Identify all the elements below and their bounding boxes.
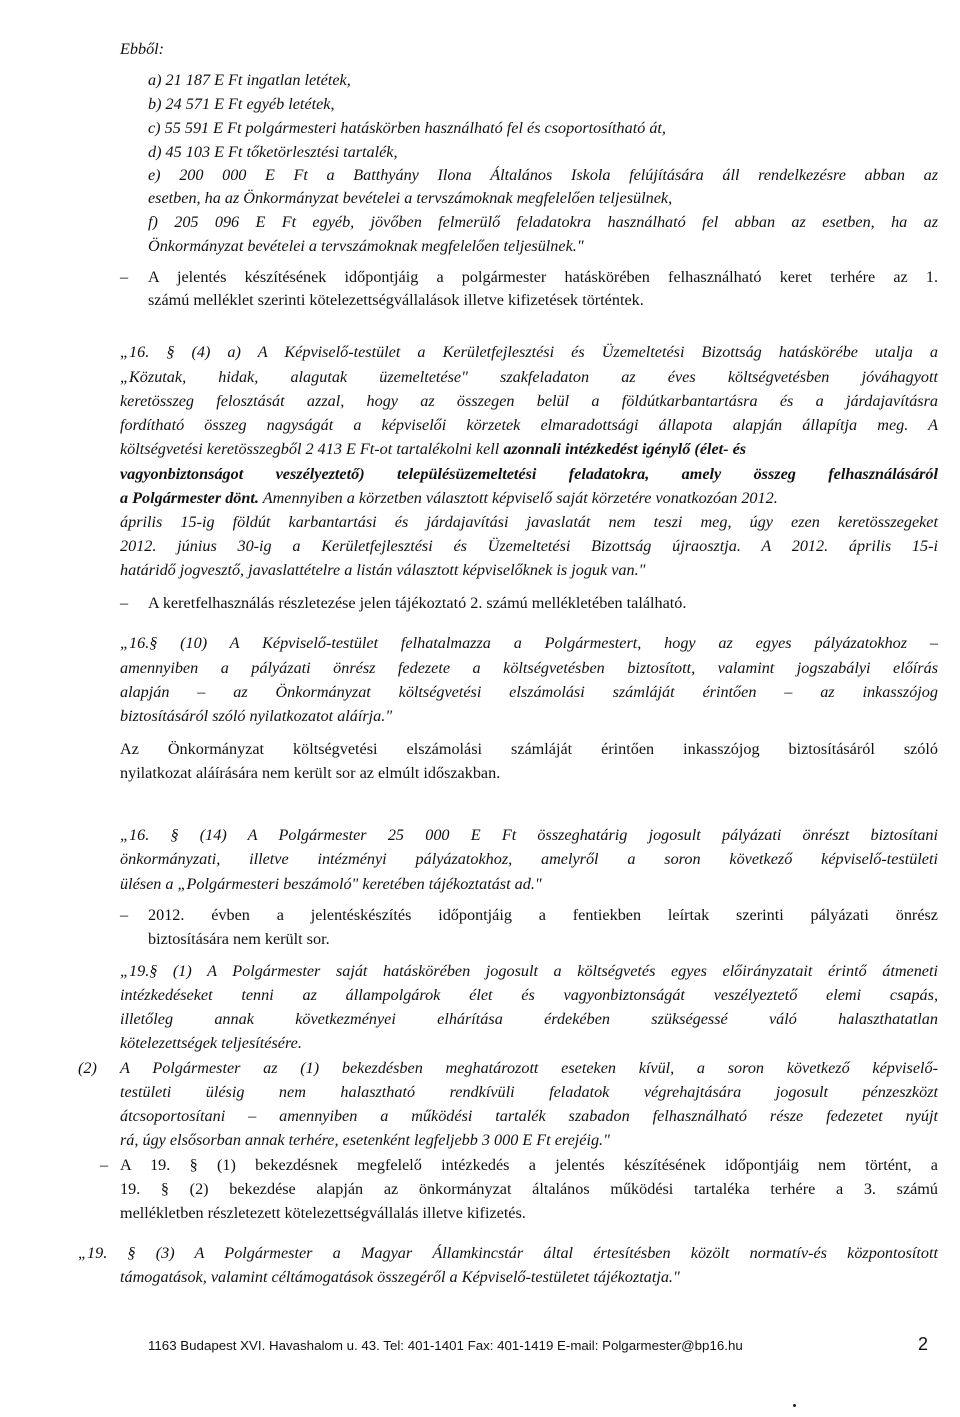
list-item-a: a) 21 187 E Ft ingatlan letétek, bbox=[148, 71, 351, 89]
para16-4-line10: határidő jogvesztő, javaslattételre a listán választott képviselőknek is joguk van." bbox=[120, 561, 646, 579]
para16-14-line3: ülésen a „Polgármesteri beszámoló" keretében tájékoztatást ad." bbox=[120, 875, 542, 893]
bullet3-line1: 2012. évben a jelentéskészítés időpontjáig a fentiekben leírtak szerinti pályázati önrész bbox=[148, 906, 938, 924]
para16-10-line3: alapján – az Önkormányzat költségvetési elszámolási számláját érintően – az inkasszójog bbox=[120, 683, 938, 701]
para16-4-line6: vagyonbiztonságot veszélyeztető) településüzemeltetési feladatokra, amely összeg felhasználásáról bbox=[120, 465, 938, 483]
para16-4-line7-text: Amennyiben a körzetben választott képviselő saját körzetére vonatkozóan 2012. bbox=[262, 489, 778, 507]
para19-1-line1: „19.§ (1) A Polgármester saját hatáskörében jogosult a költségvetés egyes előirányzatait érintő átmeneti bbox=[120, 962, 938, 980]
para19-3-line1: „19. § (3) A Polgármester a Magyar Államkincstár által értesítésben közölt normatív-és központosított bbox=[78, 1244, 938, 1262]
para19-2-line4: rá, úgy elsősorban annak terhére, esetenként legfeljebb 3 000 E Ft erejéig." bbox=[120, 1131, 610, 1149]
bullet-dash: – bbox=[100, 1156, 109, 1174]
para19-3-line2: támogatások, valamint céltámogatások összegéről a Képviselő-testületet tájékoztatja." bbox=[120, 1268, 680, 1286]
page-number: 2 bbox=[918, 1334, 929, 1354]
bullet1-line1: A jelentés készítésének időpontjáig a polgármester hatáskörében felhasználható keret terhére az 1. bbox=[148, 268, 938, 286]
para16-4-line7-bold: a Polgármester dönt. bbox=[120, 489, 259, 507]
para19-1-line2: intézkedéseket tenni az állampolgárok élet és vagyonbiztonságát veszélyeztető elemi csapás, bbox=[120, 986, 938, 1004]
para16-4-line9: 2012. június 30-ig a Kerületfejlesztési és Üzemeltetési Bizottság újraosztja. A 2012. április 15-i bbox=[120, 537, 938, 555]
list-item-f-line2: Önkormányzat bevételei a tervszámoknak megfelelően teljesülnek." bbox=[148, 237, 584, 255]
para16-10-line4: biztosításáról szóló nyilatkozatot aláírja." bbox=[120, 707, 393, 725]
para19-1-line4: kötelezettségek teljesítésére. bbox=[120, 1034, 302, 1052]
bullet4-line1: A 19. § (1) bekezdésnek megfelelő intézkedés a jelentés készítésének időpontjáig nem történt, a bbox=[120, 1156, 938, 1174]
para19-2-line1: A Polgármester az (1) bekezdésben meghatározott eseteken kívül, a soron következő képviselő- bbox=[120, 1059, 938, 1077]
heading: Ebből: bbox=[120, 40, 165, 58]
note16-10-line2: nyilatkozat aláírására nem került sor az elmúlt időszakban. bbox=[120, 764, 501, 782]
bullet2-text: A keretfelhasználás részletezése jelen tájékoztató 2. számú mellékletében található. bbox=[148, 594, 687, 612]
list-item-f-line1: f) 205 096 E Ft egyéb, jövőben felmerülő feladatokra használható fel abban az esetben, ha az bbox=[148, 213, 938, 231]
para19-1-line3: illetőleg annak következményei elhárítása érdekében szükségessé váló halaszthatatlan bbox=[120, 1010, 938, 1028]
para16-4-line4: fordítható összeg nagyságát a képviselői körzetek elmaradottsági állapota alapján állapítja meg. A bbox=[120, 416, 938, 434]
para16-4-line2: „Közutak, hidak, alagutak üzemeltetése" szakfeladaton az éves költségvetésben jóváhagyott bbox=[120, 368, 938, 386]
para19-2-line2: testületi ülésig nem halasztható rendkívüli feladatok végrehajtására jogosult pénzeszközt bbox=[120, 1083, 938, 1101]
list-item-e-line2: esetben, ha az Önkormányzat bevételei a tervszámoknak megfelelően teljesülnek, bbox=[148, 189, 673, 207]
para16-14-line2: önkormányzati, illetve intézményi pályázatokhoz, amelyről a soron következő képviselő-testületi bbox=[120, 850, 938, 868]
para16-4-line1: „16. § (4) a) A Képviselő-testület a Kerületfejlesztési és Üzemeltetési Bizottság hatáskörébe utalja a bbox=[120, 343, 938, 361]
list-item-c: c) 55 591 E Ft polgármesteri hatáskörben használható fel és csoportosítható át, bbox=[148, 119, 666, 137]
list-item-d: d) 45 103 E Ft tőketörlesztési tartalék, bbox=[148, 143, 398, 161]
scan-dot bbox=[793, 1404, 796, 1407]
list-item-e-line1: e) 200 000 E Ft a Batthyány Ilona Általános Iskola felújítására áll rendelkezésre abban az bbox=[148, 166, 938, 184]
bullet3-line2: biztosítására nem került sor. bbox=[148, 930, 330, 948]
para16-4-line8: április 15-ig földút karbantartási és járdajavítási javaslatát nem teszi meg, úgy ezen keretösszegeket bbox=[120, 513, 938, 531]
para16-4-line5 bbox=[120, 440, 746, 459]
para16-14-line1: „16. § (14) A Polgármester 25 000 E Ft összeghatárig jogosult pályázati önrészt biztosítani bbox=[120, 826, 938, 844]
bullet4-line3: mellékletben részletezett kötelezettségvállalás illetve kifizetés. bbox=[120, 1204, 526, 1222]
footer-contact: 1163 Budapest XVI. Havashalom u. 43. Tel: 401-1401 Fax: 401-1419 E-mail: Polgarmester@bp16.hu bbox=[148, 1338, 743, 1353]
bullet1-line2: számú melléklet szerinti kötelezettségvállalások illetve kifizetések történtek. bbox=[148, 291, 644, 309]
bullet4-line2: 19. § (2) bekezdése alapján az önkormányzat általános működési tartaléka terhére a 3. számú bbox=[120, 1180, 938, 1198]
note16-10-line1: Az Önkormányzat költségvetési elszámolási számláját érintően inkasszójog biztosításáról szóló bbox=[120, 740, 938, 758]
para16-4-line5-text: költségvetési keretösszegből 2 413 E Ft-ot tartalékolni kell bbox=[120, 440, 500, 458]
bullet-dash: – bbox=[120, 268, 129, 286]
list-item-b: b) 24 571 E Ft egyéb letétek, bbox=[148, 95, 335, 113]
para16-4-line7 bbox=[120, 489, 778, 508]
para16-10-line2: amennyiben a pályázati önrész fedezete a költségvetésben biztosított, valamint jogszabályi előírás bbox=[120, 659, 938, 677]
para16-4-line3: keretösszeg felosztását azzal, hogy az összegen belül a földútkarbantartásra és a járdajavításra bbox=[120, 392, 938, 410]
bullet-dash: – bbox=[120, 906, 129, 924]
para19-2-line3: átcsoportosítani – amennyiben a működési tartalék szabadon felhasználható része fedezetet nyújt bbox=[120, 1107, 938, 1125]
bullet-dash: – bbox=[120, 594, 129, 612]
para19-2-number: (2) bbox=[78, 1059, 97, 1077]
para16-10-line1: „16.§ (10) A Képviselő-testület felhatalmazza a Polgármestert, hogy az egyes pályázatokhoz – bbox=[120, 634, 938, 652]
para16-4-line5-bold: azonnali intézkedést igénylő (élet- és bbox=[503, 440, 747, 458]
